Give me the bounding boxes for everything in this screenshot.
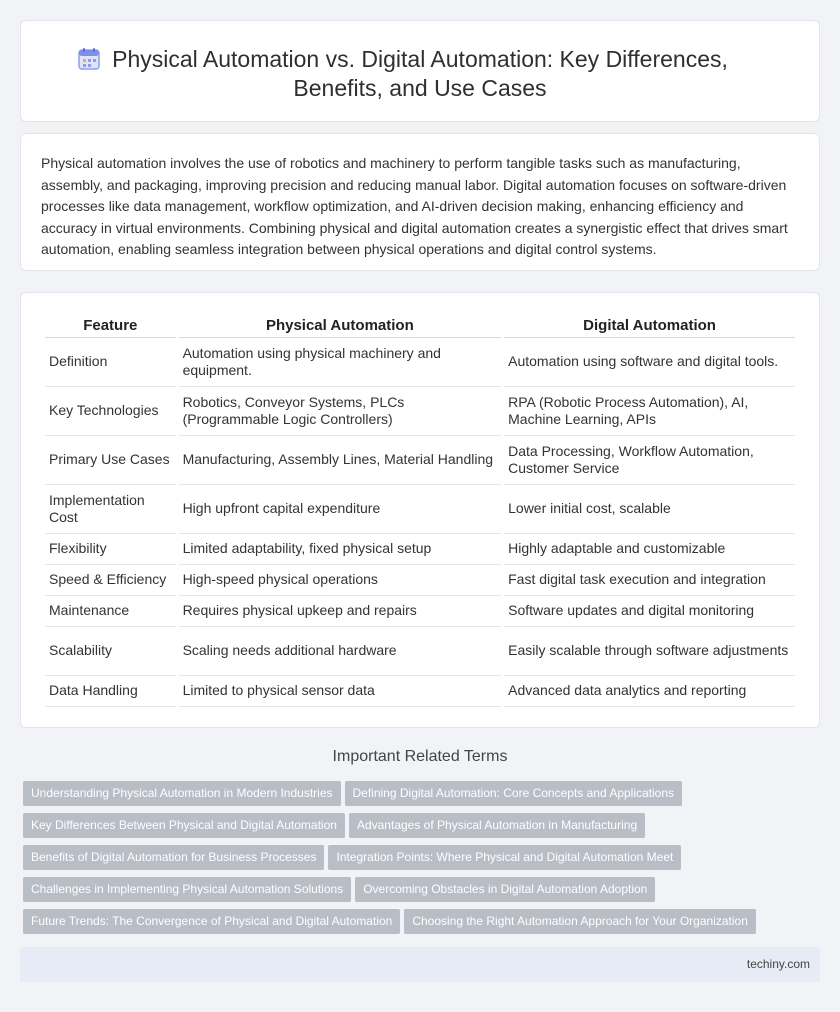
feature-cell: Definition (45, 338, 176, 387)
page-title-line-2: Benefits, and Use Cases (293, 75, 547, 101)
table-row (45, 534, 795, 565)
feature-cell: Implementation Cost (45, 485, 176, 534)
related-term-link[interactable]: Future Trends: The Convergence of Physical and Digital Automation (23, 909, 400, 934)
physical-cell: High-speed physical operations (179, 565, 502, 596)
intro-card (20, 133, 820, 271)
title-card (20, 20, 820, 122)
page-title-line-1: Physical Automation vs. Digital Automation: Key Differences, (112, 46, 728, 72)
feature-cell: Speed & Efficiency (45, 565, 176, 596)
related-term-link[interactable]: Overcoming Obstacles in Digital Automation Adoption (355, 877, 655, 902)
physical-cell: Requires physical upkeep and repairs (179, 596, 502, 627)
related-term-link[interactable]: Key Differences Between Physical and Digital Automation (23, 813, 345, 838)
table-row (45, 676, 795, 707)
related-terms-list (23, 781, 823, 941)
related-term-link[interactable]: Advantages of Physical Automation in Manufacturing (349, 813, 645, 838)
table-row (45, 627, 795, 676)
feature-cell: Data Handling (45, 676, 176, 707)
table-row (45, 485, 795, 534)
table-row (45, 387, 795, 436)
related-terms-heading: Important Related Terms (332, 748, 508, 765)
feature-cell: Scalability (45, 627, 176, 676)
digital-cell: Automation using software and digital tools. (504, 338, 795, 387)
header-digital: Digital Automation (504, 314, 795, 338)
comparison-table (42, 314, 798, 707)
physical-cell: Limited to physical sensor data (179, 676, 502, 707)
footer-site[interactable]: techiny.com (746, 957, 810, 971)
comparison-table-card (20, 292, 820, 728)
feature-cell: Primary Use Cases (45, 436, 176, 485)
table-row (45, 596, 795, 627)
digital-cell: Highly adaptable and customizable (504, 534, 795, 565)
feature-cell: Flexibility (45, 534, 176, 565)
related-term-link[interactable]: Understanding Physical Automation in Modern Industries (23, 781, 341, 806)
intro-paragraph: Physical automation involves the use of robotics and machinery to perform tangible tasks such as manufacturing, assembly, and packaging, improving precision and reducing manual labor. Digital automation focuses on software-driven processes like data management, workflow optimization, and AI-driven decision making, enhancing efficiency and accuracy in virtual environments. Combining physical and digital automation creates a synergistic effect that drives smart automation, enabling seamless integration between physical operations and digital control systems. (41, 155, 788, 258)
related-term-link[interactable]: Benefits of Digital Automation for Business Processes (23, 845, 324, 870)
related-term-link[interactable]: Defining Digital Automation: Core Concepts and Applications (345, 781, 683, 806)
table-header-row (45, 314, 795, 338)
footer (20, 947, 820, 982)
related-term-link[interactable]: Challenges in Implementing Physical Automation Solutions (23, 877, 351, 902)
digital-cell: Easily scalable through software adjustments (504, 627, 795, 676)
related-term-link[interactable]: Choosing the Right Automation Approach for Your Organization (404, 909, 756, 934)
digital-cell: Data Processing, Workflow Automation, Customer Service (504, 436, 795, 485)
header-feature: Feature (45, 314, 176, 338)
physical-cell: Automation using physical machinery and equipment. (179, 338, 502, 387)
physical-cell: Robotics, Conveyor Systems, PLCs (Programmable Logic Controllers) (179, 387, 502, 436)
table-row (45, 338, 795, 387)
physical-cell: High upfront capital expenditure (179, 485, 502, 534)
digital-cell: RPA (Robotic Process Automation), AI, Machine Learning, APIs (504, 387, 795, 436)
feature-cell: Maintenance (45, 596, 176, 627)
page-title (21, 45, 819, 103)
digital-cell: Advanced data analytics and reporting (504, 676, 795, 707)
physical-cell: Limited adaptability, fixed physical setup (179, 534, 502, 565)
header-physical: Physical Automation (179, 314, 502, 338)
digital-cell: Software updates and digital monitoring (504, 596, 795, 627)
digital-cell: Fast digital task execution and integration (504, 565, 795, 596)
related-term-link[interactable]: Integration Points: Where Physical and Digital Automation Meet (328, 845, 681, 870)
table-row (45, 565, 795, 596)
feature-cell: Key Technologies (45, 387, 176, 436)
physical-cell: Scaling needs additional hardware (179, 627, 502, 676)
table-row (45, 436, 795, 485)
physical-cell: Manufacturing, Assembly Lines, Material Handling (179, 436, 502, 485)
digital-cell: Lower initial cost, scalable (504, 485, 795, 534)
